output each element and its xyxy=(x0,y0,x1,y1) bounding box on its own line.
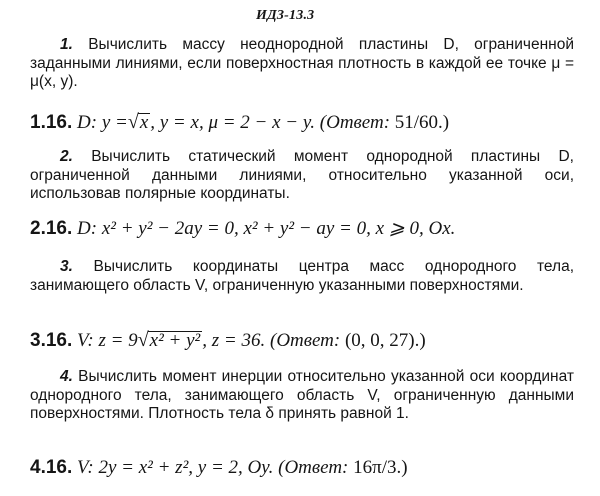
exercise-1-16-answer: 51/60.) xyxy=(390,112,450,133)
exercise-1-16-formula-b: , y = x, μ = 2 − x − y. ( xyxy=(150,112,327,133)
exercise-4-16-formula: V: 2y = x² + z², y = 2, Oy. ( xyxy=(77,457,285,478)
exercise-1-16-label: 1.16. xyxy=(30,112,73,133)
exercise-1-16-sqrt-arg: x xyxy=(139,112,149,133)
task-1-text: Вычислить массу неоднородной пластины D, ограниченной заданными линиями, если поверхностная плотность в каждой ее точке μ = μ(x, y). xyxy=(30,36,574,90)
task-3-statement xyxy=(30,258,574,295)
task-4-statement xyxy=(30,368,574,424)
exercise-3-16 xyxy=(30,328,590,353)
exercise-3-16-formula-b: , z = 36. ( xyxy=(202,330,277,351)
task-1-statement xyxy=(30,36,574,92)
task-4-number: 4. xyxy=(60,368,73,385)
exercise-3-16-sqrt-arg: x² + y² xyxy=(149,330,201,351)
exercise-2-16 xyxy=(30,217,590,241)
task-3-text: Вычислить координаты центра масс однородного тела, занимающего область V, ограниченную указанными поверхностями. xyxy=(30,258,574,294)
exercise-1-16-answer-label: Ответ: xyxy=(326,112,391,133)
task-2-statement xyxy=(30,148,574,204)
sqrt-symbol: √ xyxy=(127,111,139,133)
exercise-4-16 xyxy=(30,456,590,480)
document-title: ИДЗ-13.3 xyxy=(256,8,315,23)
exercise-2-16-formula: D: x² + y² − 2ay = 0, x² + y² − ay = 0, x ⩾ 0, Ox. xyxy=(77,218,456,239)
sqrt-symbol: √ xyxy=(137,329,149,351)
task-4-text: Вычислить момент инерции относительно указанной оси координат однородного тела, занимающего область V, ограниченную данными поверхностями. Плотность тела δ принять равной 1. xyxy=(30,368,574,422)
exercise-4-16-label: 4.16. xyxy=(30,457,73,478)
exercise-4-16-answer: 16π/3.) xyxy=(348,457,408,478)
exercise-2-16-label: 2.16. xyxy=(30,218,73,239)
exercise-3-16-answer: (0, 0, 27).) xyxy=(340,330,426,351)
exercise-3-16-answer-label: Ответ: xyxy=(276,330,341,351)
task-3-number: 3. xyxy=(60,258,73,275)
task-2-text: Вычислить статический момент однородной пластины D, ограниченной данными линиями, относительно указанной оси, использовав полярные координаты. xyxy=(30,148,574,202)
exercise-3-16-formula-a: V: z = 9 xyxy=(77,330,138,351)
task-1-number: 1. xyxy=(60,36,73,53)
task-2-number: 2. xyxy=(60,148,73,165)
exercise-3-16-label: 3.16. xyxy=(30,330,73,351)
exercise-1-16 xyxy=(30,110,590,135)
exercise-1-16-formula-a: D: y = xyxy=(77,112,128,133)
exercise-4-16-answer-label: Ответ: xyxy=(284,457,349,478)
